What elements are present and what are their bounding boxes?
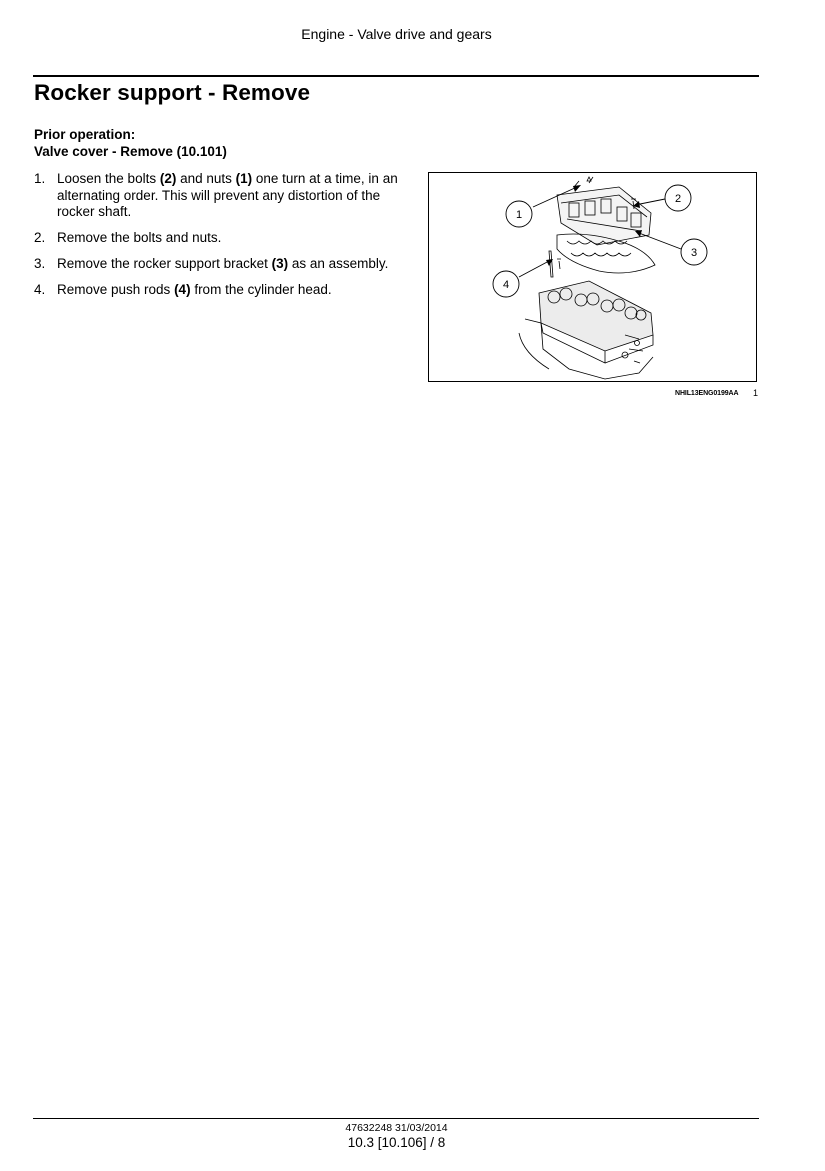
top-rule: [33, 75, 759, 77]
prior-operation-label: Prior operation:: [34, 127, 136, 142]
step-1: [34, 171, 399, 221]
step-text: Remove the rocker support bracket: [57, 256, 272, 271]
callout-ref: (4): [174, 282, 191, 297]
step-text: Loosen the bolts: [57, 171, 160, 186]
step-number: 1.: [34, 171, 46, 186]
engine-exploded-view: [429, 173, 756, 381]
bottom-rule: [33, 1118, 759, 1119]
callout-4: [493, 271, 519, 297]
step-text: one turn at a time, in an alternating order. This will prevent any distortion of the rocker shaft.: [57, 171, 398, 219]
step-number: 3.: [34, 256, 46, 271]
svg-text:1: 1: [515, 209, 523, 221]
svg-text:3: 3: [690, 247, 698, 259]
step-text: from the cylinder head.: [190, 282, 332, 297]
page-title: Rocker support - Remove: [34, 80, 311, 105]
callout-ref: (3): [271, 256, 289, 271]
prior-operation-link[interactable]: Valve cover - Remove (10.101): [34, 144, 227, 159]
step-number: 2.: [34, 230, 46, 245]
figure-number: 1: [753, 388, 759, 398]
step-text: and nuts: [176, 171, 236, 186]
step-text: as an assembly.: [288, 256, 389, 271]
rocker-assembly-drawing: [557, 177, 651, 245]
running-header: Engine - Valve drive and gears: [301, 26, 492, 42]
step-4: [34, 282, 399, 299]
step-3: [34, 256, 399, 273]
callout-ref: (2): [159, 171, 177, 186]
step-text: Remove push rods: [57, 282, 175, 297]
svg-text:4: 4: [502, 279, 510, 291]
callout-2: [665, 185, 691, 211]
prior-operation: [34, 126, 227, 160]
cylinder-head-drawing: [519, 281, 653, 379]
procedure-steps: [34, 171, 399, 308]
figure-illustration: [428, 172, 757, 382]
step-text: Remove the bolts and nuts.: [57, 230, 222, 245]
callout-3: [681, 239, 707, 265]
callout-ref: (1): [235, 171, 253, 186]
step-number: 4.: [34, 282, 46, 297]
callout-1: [506, 201, 532, 227]
svg-text:2: 2: [674, 193, 682, 205]
footer-doc-code: 47632248 31/03/2014: [345, 1122, 448, 1134]
figure-code: NHIL13ENG0199AA: [675, 390, 739, 397]
footer-page-ref: 10.3 [10.106] / 8: [347, 1135, 446, 1150]
step-2: [34, 230, 399, 247]
